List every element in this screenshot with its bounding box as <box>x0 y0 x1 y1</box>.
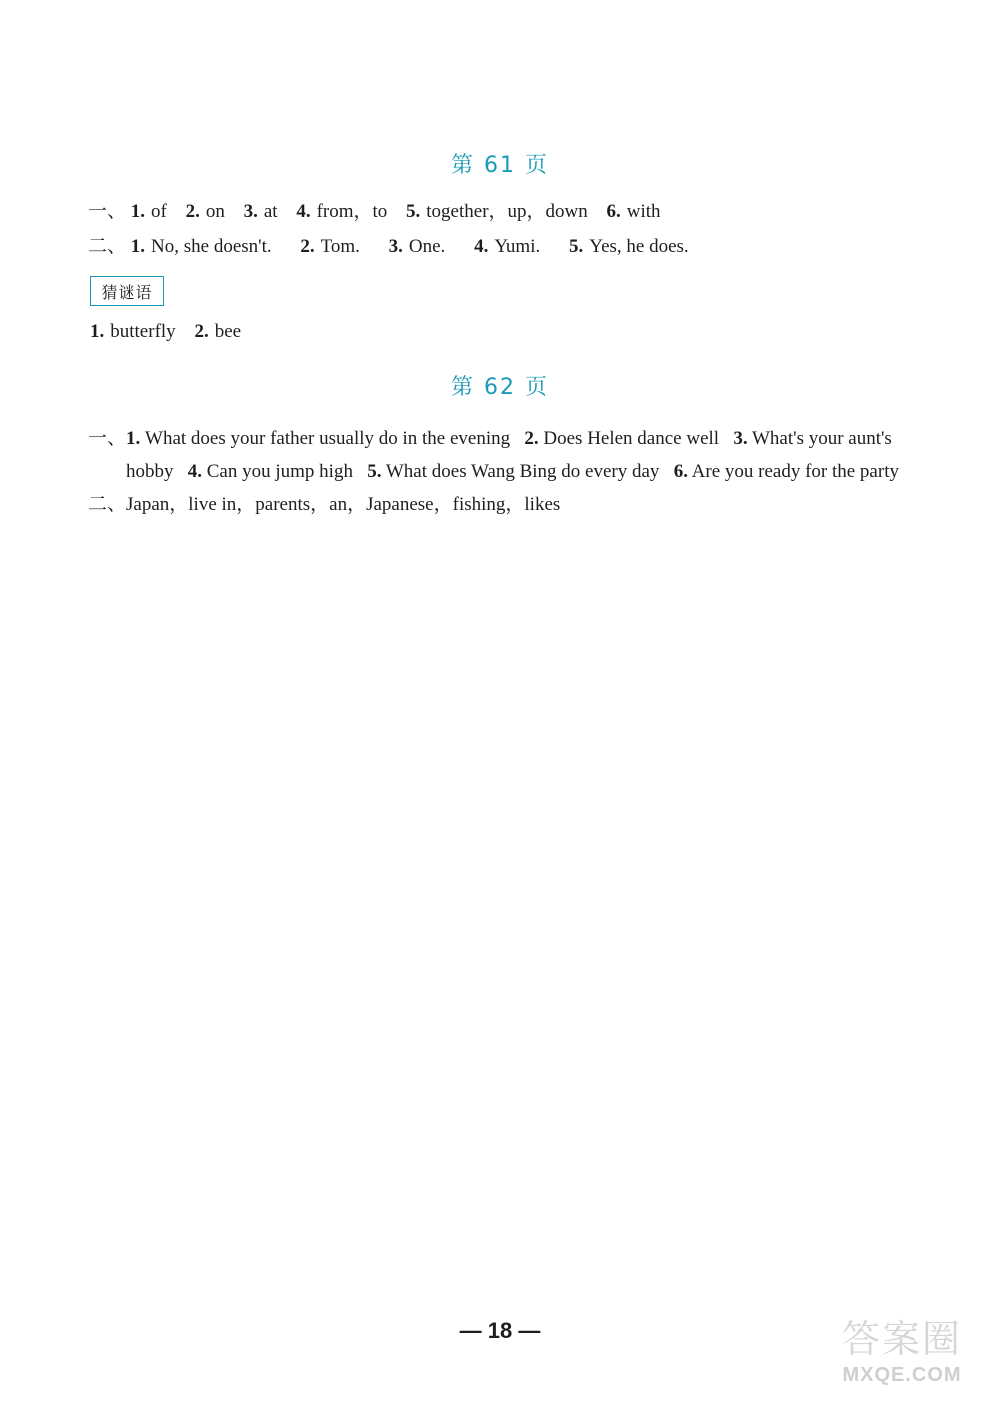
answer-text: bee <box>214 321 242 342</box>
item-number: 2. <box>194 321 209 342</box>
item-number: 4. <box>474 236 489 257</box>
answer-text: Yes, he does. <box>589 236 689 257</box>
page-62-part-2 <box>88 488 918 521</box>
item-number: 3. <box>243 201 258 222</box>
watermark-logo: 答案圈 <box>841 1317 962 1361</box>
item-number: 4. <box>296 201 311 222</box>
page-62-heading: 第 62 页 <box>451 375 549 400</box>
part-prefix: 一、 <box>88 428 127 449</box>
item-number: 1. <box>90 321 105 342</box>
answer-text: on <box>205 201 225 222</box>
answer-text: What does your father usually do in the evening <box>145 428 511 449</box>
answer-text: One. <box>408 236 446 257</box>
answer-text: Are you ready for the party <box>691 461 899 482</box>
answer-text: What does Wang Bing do every day <box>385 461 660 482</box>
answer-text: Japan，live in，parents，an，Japanese，fishing，likes <box>126 494 561 515</box>
page-62-answers <box>88 422 918 521</box>
riddle-label: 猜谜语 <box>101 282 153 302</box>
part-prefix: 二、 <box>88 494 127 515</box>
answer-text: Yumi. <box>494 236 541 257</box>
page-61-part-2 <box>88 235 703 259</box>
part-prefix: 一、 <box>88 201 127 222</box>
item-number: 1. <box>130 201 146 222</box>
item-number: 3. <box>388 236 403 257</box>
item-number: 2. <box>185 201 200 222</box>
answer-text: at <box>263 201 278 222</box>
answer-text: butterfly <box>110 321 176 342</box>
item-number: 4. <box>187 461 202 482</box>
item-number: 5. <box>367 461 382 482</box>
answer-text: No, she doesn't. <box>151 236 272 257</box>
answer-text: Can you jump high <box>206 461 353 482</box>
answer-text: What's your aunt's hobby <box>126 428 892 482</box>
watermark-site: MXQE.COM <box>842 1364 962 1386</box>
item-number: 2. <box>300 236 315 257</box>
page-61-heading: 第 61 页 <box>451 153 549 178</box>
page-number: — 18 — <box>459 1318 541 1343</box>
part-prefix: 二、 <box>88 236 127 257</box>
answer-text: together，up，down <box>426 201 588 222</box>
item-number: 5. <box>406 201 421 222</box>
riddle-label-box <box>90 276 164 306</box>
item-number: 2. <box>524 428 539 449</box>
answer-text: Tom. <box>320 236 360 257</box>
answer-text: of <box>151 201 167 222</box>
page-61-part-1 <box>88 200 675 224</box>
answer-text: Does Helen dance well <box>543 428 720 449</box>
answer-text: with <box>626 201 661 222</box>
page-62-part-1 <box>88 422 918 488</box>
item-number: 6. <box>606 201 621 222</box>
item-number: 6. <box>673 461 688 482</box>
item-number: 5. <box>569 236 584 257</box>
item-number: 1. <box>130 236 146 257</box>
answer-text: from，to <box>316 201 388 222</box>
item-number: 3. <box>733 428 748 449</box>
item-number: 1. <box>126 428 141 449</box>
watermark <box>818 1308 986 1398</box>
riddle-answers <box>90 320 255 344</box>
